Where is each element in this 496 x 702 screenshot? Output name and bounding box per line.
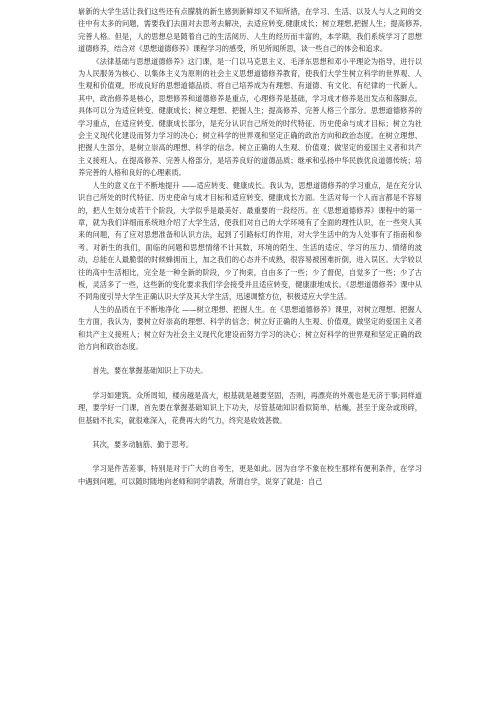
paragraph-self-study: 学习是件苦差事，特别是对于广大的自考生，更是如此。因为自学不象在校生那样有便利条件，在学习中遇到问题，可以随时随地向老师和同学请教，所谓自学，说穿了就是：自己 bbox=[78, 464, 422, 486]
paragraph-adapt-grow: 人生的意义在于不断地提升 ——适应转变、健康成长。我认为，思想道德修养的学习重点，是在充分认识自己所处的时代特征、历史使命与成才目标和适应转变、健康成长方面。生活对每一个人而言都是不容易的，把人生划分成若干个阶段，大学似乎是最美好、最重要的一段经历。在《思想道德修养》课程中的第一章，就为我们详细而系统地介绍了大学生活，使我们对自己的大学环境有了全面的理性认识，在一些突人其来的问题，有了应对思想准备和认识方法，起到了引路标灯的作用，对大学生活中的为人处事有了指南和参考。对新生的我们，面临的问题和思想情绪不计其数，环境的陌生、生活的适应、学习的压力、情绪的波动，总能在人最脆弱的时候蜂拥而上，加之我们的心态并不成熟，很容易被困难折倒，进入误区。大学较以往的高中生活相比，完全是一种全新的阶段，少了拘束，自由多了一些；少了督促，自觉多了一些；少了古板，灵活多了一些，这些新的变化要求我们学会接受并且适应转变，健康康地成长。《思想道德修养》课中从不同角度引导大学生正确认识大学及其大学生活，迅速调整方位，积极适应大学生活。 bbox=[78, 180, 422, 302]
paragraph-foundation: 学习如建筑。众所周知，楼房越是高大，根基就是越要坚固，否则，再漂亮的外观也是无济于事;同样道理，要学好一门课，首先要在掌握基础知识上下功夫，尽管基础知识看似简单、枯燥，甚至于庞杂或琐碎，但基础不扎实，就很难深入，花费再大的气力，终究是收效甚微。 bbox=[78, 390, 422, 425]
essay-body bbox=[78, 6, 422, 488]
paragraph-ideals: 人生的品质在于不断地净化 ——树立理想、把握人生。在《思想道德修养》课里，对树立理想、把握人生方面，我认为，要树立好崇高的理想、科学的信念；树立好正确的人生观、价值观，做坚定的爱国主义者和共产主义接班人；树立好为社会主义现代化建设而努力学习的决心；树立好科学的世界观和坚定正确的政治方向和政治态度。 bbox=[78, 304, 422, 351]
paragraph-course-overview: 《法律基础与思想道德修养》这门课，是一门以马克思主义、毛泽东思想和邓小平理论为指导，进行以为人民服务为核心、以集体主义为原则的社会主义思想道德修养教育，使我们大学生树立科学的世界观、人生观和价值观，形成良好的思想道德品质、将自己培养成为有理想、有道德、有文化、有纪律的一代新人。其中，政治修养是核心，思想修养和道德修养是重点，心理修养是基础，学习成才修养是出发点和落脚点。具体可以分为适应转变、健康成长；树立理想、把握人生；提高修养、完善人格三个部分。思想道德修养的学习重点，在适应转变、健康成长部分，是充分认识自己所处的时代特征、历史使命与成才目标；树立为社会主义现代化建设而努力学习的决心；树立科学的世界观和坚定正确的政治方向和政治态度。在树立理想、把握人生部分，是树立崇高的理想、科学的信念。树立正确的人生观、价值观；做坚定的爱国主义者和共产主义接班人。在提高修养、完善人格部分，是培养良好的道德品质；继承和弘扬中华民族优良道德传统；培养完善的人格和良好的心理素质。 bbox=[78, 56, 422, 178]
paragraph-intro: 崭新的大学生活让我们这些还有点朦胧的新生感到新鲜却又不知所措，在学习、生活、以及人与人之间的交往中有太多的问题，需要我们去面对去思考去解决，去适应转变,健康成长；树立理想,把握人生；提高修养,完善人格。但是，人的思想总是随着自己的生活阅历、人生的经历而丰富的，本学期，我们系统学习了思想道德修养，结合对《思想道德修养》课程学习的感受，所见所闻所思，谈一些自己的体会和追求。 bbox=[78, 7, 422, 54]
paragraph-second-point: 其次，要多动脑筋、勤于思考。 bbox=[92, 440, 194, 449]
paragraph-first-point: 首先，要在掌握基础知识上下功夫。 bbox=[92, 366, 208, 376]
